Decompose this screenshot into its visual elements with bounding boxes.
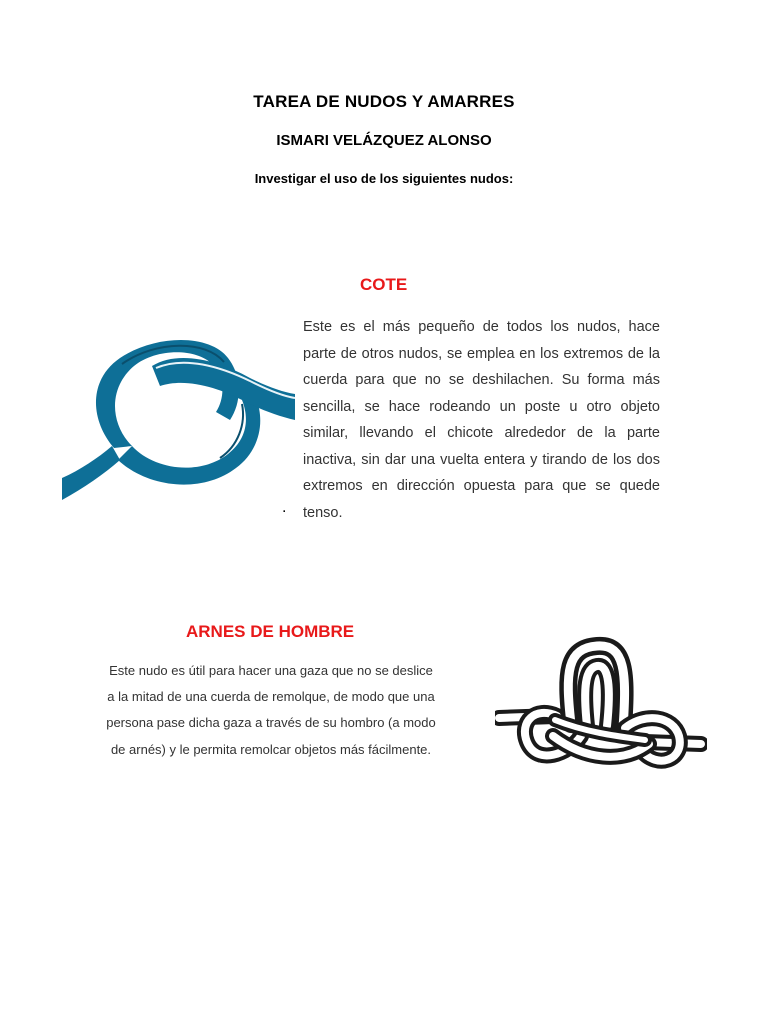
author-name: ISMARI VELÁZQUEZ ALONSO: [276, 132, 492, 149]
section-heading-arnes-de-hombre: ARNES DE HOMBRE: [186, 622, 355, 641]
overhand-knot-icon: [60, 320, 295, 510]
section-heading-cote: COTE: [360, 275, 408, 294]
section-text-arnes-de-hombre: Este nudo es útil para hacer una gaza que no se deslice a la mitad de una cuerda de remolque, de modo que una persona pase dicha gaza a través de su hombro (a modo de arnés) y le permita remolcar objetos más fácilmente.: [106, 663, 436, 757]
task-instruction: Investigar el uso de los siguientes nudos:: [254, 171, 514, 186]
mans-harness-knot-icon: [495, 632, 707, 800]
stray-dot: .: [282, 499, 287, 516]
document-title: TAREA DE NUDOS Y AMARRES: [253, 92, 515, 111]
section-text-cote: Este es el más pequeño de todos los nudos, hace parte de otros nudos, se emplea en los extremos de la cuerda para que no se deshilachen. Su forma más sencilla, se hace rodeando un poste u otro objeto similar, llevando el chicote alrededor de la parte inactiva, sin dar una vuelta entera y tirando de los dos extremos en dirección opuesta para que se quede tenso.: [303, 319, 660, 521]
